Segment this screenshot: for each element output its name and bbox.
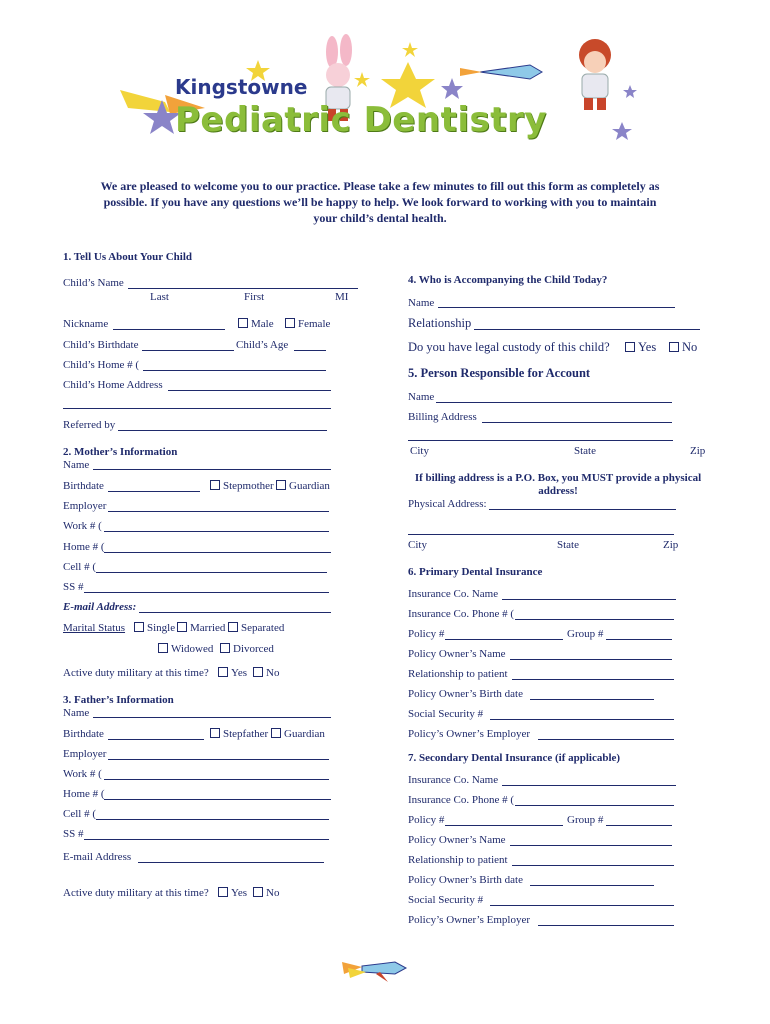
stepmother-checkbox[interactable] xyxy=(210,480,274,493)
child-address-label: Child’s Home Address xyxy=(63,379,163,391)
mother-guardian-checkbox[interactable] xyxy=(276,480,330,493)
primary-relationship-label: Relationship to patient xyxy=(408,668,508,680)
star-icon xyxy=(354,72,370,87)
physical-zip-label: Zip xyxy=(663,539,679,551)
billing-address-label: Billing Address xyxy=(408,411,477,423)
father-email-field[interactable] xyxy=(138,862,324,863)
father-cell-label: Cell # ( xyxy=(63,808,96,820)
nickname-label: Nickname xyxy=(63,318,109,330)
secondary-co-phone-field[interactable] xyxy=(515,805,674,806)
secondary-co-phone-label: Insurance Co. Phone # ( xyxy=(408,794,515,806)
physical-state-label: State xyxy=(557,539,579,551)
mother-name-label: Name xyxy=(63,459,90,471)
childs-name-label: Child’s Name xyxy=(63,277,124,289)
male-checkbox[interactable] xyxy=(238,318,274,331)
checkbox-icon xyxy=(228,622,238,632)
relationship-field[interactable] xyxy=(474,329,700,330)
primary-owner-birth-label: Policy Owner’s Birth date xyxy=(408,688,523,700)
billing-state-label: State xyxy=(574,445,596,457)
secondary-owner-name-field[interactable] xyxy=(510,845,672,846)
primary-ss-label: Social Security # xyxy=(408,708,484,720)
first-label: First xyxy=(244,291,265,303)
primary-relationship-field[interactable] xyxy=(512,679,674,680)
father-work-phone-label: Work # ( xyxy=(63,768,102,780)
primary-owner-name-label: Policy Owner’s Name xyxy=(408,648,506,660)
secondary-ss-label: Social Security # xyxy=(408,894,484,906)
father-military-no[interactable]: No xyxy=(253,887,279,900)
father-home-phone-field[interactable] xyxy=(104,799,331,800)
mother-ss-label: SS # xyxy=(63,581,84,593)
astronaut-kid-icon xyxy=(579,39,611,110)
father-name-field[interactable] xyxy=(93,717,331,718)
responsible-name-label: Name xyxy=(408,391,435,403)
primary-ss-field[interactable] xyxy=(490,719,674,720)
star-icon xyxy=(441,78,463,99)
rocket-icon xyxy=(340,950,420,990)
divorced-checkbox[interactable] xyxy=(220,643,274,656)
father-name-label: Name xyxy=(63,707,90,719)
checkbox-icon xyxy=(177,622,187,632)
checkbox-icon xyxy=(134,622,144,632)
father-military-label: Active duty military at this time? xyxy=(63,887,209,899)
logo-line1: Kingstowne xyxy=(175,75,308,99)
father-military-yes[interactable]: Yes xyxy=(218,887,247,900)
physical-city-label: City xyxy=(408,539,427,551)
billing-zip-label: Zip xyxy=(690,445,706,457)
child-age-field[interactable] xyxy=(294,350,326,351)
checkbox-icon xyxy=(218,667,228,677)
secondary-employer-label: Policy’s Owner’s Employer xyxy=(408,914,531,926)
physical-address-field[interactable] xyxy=(489,509,676,510)
child-home-phone-field[interactable] xyxy=(143,370,326,371)
po-box-note: If billing address is a P.O. Box, you MUST provide a physical address! xyxy=(414,472,702,497)
mother-military-no[interactable]: No xyxy=(253,667,279,680)
section-5-title: 5. Person Responsible for Account xyxy=(408,366,591,380)
mother-employer-field[interactable] xyxy=(108,511,329,512)
secondary-relationship-label: Relationship to patient xyxy=(408,854,508,866)
physical-address-field-2[interactable] xyxy=(408,534,674,535)
father-guardian-checkbox[interactable] xyxy=(271,728,325,741)
child-address-field-2[interactable] xyxy=(63,408,331,409)
father-home-phone-label: Home # ( xyxy=(63,788,105,800)
mi-label: MI xyxy=(335,291,349,303)
father-email-label: E-mail Address xyxy=(63,851,132,863)
stepfather-checkbox[interactable] xyxy=(210,728,268,741)
guardian-label: Guardian xyxy=(284,728,325,740)
father-birthdate-label: Birthdate xyxy=(63,728,104,740)
stepfather-label: Stepfather xyxy=(223,728,269,740)
custody-no[interactable]: No xyxy=(669,341,697,354)
secondary-group-field[interactable] xyxy=(606,825,672,826)
primary-co-name-label: Insurance Co. Name xyxy=(408,588,499,600)
checkbox-icon xyxy=(253,667,263,677)
father-work-phone-field[interactable] xyxy=(104,779,329,780)
section-7-title: 7. Secondary Dental Insurance (if applicable) xyxy=(408,752,621,764)
mother-birthdate-label: Birthdate xyxy=(63,480,104,492)
female-checkbox[interactable] xyxy=(285,318,330,331)
checkbox-icon xyxy=(669,342,679,352)
primary-owner-name-field[interactable] xyxy=(510,659,672,660)
section-6-title: 6. Primary Dental Insurance xyxy=(408,566,543,578)
secondary-relationship-field[interactable] xyxy=(512,865,674,866)
father-ss-label: SS # xyxy=(63,828,84,840)
mother-work-phone-field[interactable] xyxy=(104,531,329,532)
child-age-label: Child’s Age xyxy=(236,339,289,351)
child-home-phone-label: Child’s Home # ( xyxy=(63,359,140,371)
marital-status-label: Marital Status xyxy=(63,622,126,634)
father-ss-field[interactable] xyxy=(84,839,329,840)
separated-checkbox[interactable] xyxy=(228,622,284,635)
logo-line2: Pediatric Dentistry xyxy=(175,100,547,140)
mother-home-phone-field[interactable] xyxy=(104,552,331,553)
stepmother-label: Stepmother xyxy=(223,480,274,492)
checkbox-icon xyxy=(218,887,228,897)
secondary-employer-field[interactable] xyxy=(538,925,674,926)
secondary-co-name-field[interactable] xyxy=(502,785,676,786)
mother-email-field[interactable] xyxy=(139,612,331,613)
secondary-owner-birth-field[interactable] xyxy=(530,885,654,886)
rocket-icon xyxy=(460,65,542,79)
checkbox-icon xyxy=(210,480,220,490)
single-checkbox[interactable] xyxy=(134,622,175,635)
divorced-label: Divorced xyxy=(233,643,274,655)
section-1-title: 1. Tell Us About Your Child xyxy=(63,251,192,263)
referred-by-label: Referred by xyxy=(63,419,116,431)
secondary-owner-name-label: Policy Owner’s Name xyxy=(408,834,506,846)
childs-name-field[interactable] xyxy=(128,288,358,289)
mother-cell-label: Cell # ( xyxy=(63,561,96,573)
guardian-label: Guardian xyxy=(289,480,330,492)
checkbox-icon xyxy=(625,342,635,352)
star-icon xyxy=(402,42,418,57)
section-4-title: 4. Who is Accompanying the Child Today? xyxy=(408,274,608,286)
primary-employer-field[interactable] xyxy=(538,739,674,740)
mother-home-phone-label: Home # ( xyxy=(63,541,105,553)
physical-address-label: Physical Address: xyxy=(408,498,487,510)
primary-policy-label: Policy # xyxy=(408,628,445,640)
primary-group-field[interactable] xyxy=(606,639,672,640)
married-checkbox[interactable] xyxy=(177,622,225,635)
mother-cell-field[interactable] xyxy=(96,572,327,573)
billing-address-field[interactable] xyxy=(482,422,672,423)
mother-name-field[interactable] xyxy=(93,469,331,470)
child-birthdate-label: Child’s Birthdate xyxy=(63,339,139,351)
intro-text: We are pleased to welcome you to our practice. Please take a few minutes to fill out this form as completely as possible. If you have any questions we’ll be happy to help. We look forward to working with you to maintain your child’s dental health. xyxy=(100,179,660,225)
secondary-group-label: Group # xyxy=(567,814,604,826)
checkbox-icon xyxy=(158,643,168,653)
mother-employer-label: Employer xyxy=(63,500,107,512)
referred-by-field[interactable] xyxy=(118,430,327,431)
checkbox-icon xyxy=(276,480,286,490)
father-birthdate-field[interactable] xyxy=(108,739,204,740)
single-label: Single xyxy=(147,622,176,634)
checkbox-icon xyxy=(271,728,281,738)
secondary-owner-birth-label: Policy Owner’s Birth date xyxy=(408,874,523,886)
primary-co-name-field[interactable] xyxy=(502,599,676,600)
mother-military-label: Active duty military at this time? xyxy=(63,667,209,679)
responsible-name-field[interactable] xyxy=(436,402,672,403)
widowed-checkbox[interactable] xyxy=(158,643,213,656)
child-address-field[interactable] xyxy=(168,390,331,391)
mother-work-phone-label: Work # ( xyxy=(63,520,102,532)
father-employer-label: Employer xyxy=(63,748,107,760)
nickname-field[interactable] xyxy=(113,329,225,330)
section-2-title: 2. Mother’s Information xyxy=(63,446,178,458)
accompanying-name-label: Name xyxy=(408,297,435,309)
female-label: Female xyxy=(298,318,331,330)
checkbox-icon xyxy=(238,318,248,328)
mother-email-label: E-mail Address: xyxy=(63,601,137,613)
child-birthdate-field[interactable] xyxy=(142,350,234,351)
primary-co-phone-field[interactable] xyxy=(515,619,674,620)
mother-ss-field[interactable] xyxy=(84,592,329,593)
primary-co-phone-label: Insurance Co. Phone # ( xyxy=(408,608,515,620)
primary-employer-label: Policy’s Owner’s Employer xyxy=(408,728,531,740)
separated-label: Separated xyxy=(241,622,285,634)
secondary-policy-field[interactable] xyxy=(445,825,563,826)
accompanying-name-field[interactable] xyxy=(438,307,675,308)
section-3-title: 3. Father’s Information xyxy=(63,694,174,706)
checkbox-icon xyxy=(285,318,295,328)
star-icon xyxy=(623,85,637,98)
father-cell-field[interactable] xyxy=(96,819,329,820)
billing-address-field-2[interactable] xyxy=(408,440,673,441)
mother-military-yes[interactable]: Yes xyxy=(218,667,247,680)
billing-city-label: City xyxy=(410,445,429,457)
primary-group-label: Group # xyxy=(567,628,604,640)
secondary-policy-label: Policy # xyxy=(408,814,445,826)
custody-yes[interactable]: Yes xyxy=(625,341,656,354)
secondary-co-name-label: Insurance Co. Name xyxy=(408,774,499,786)
married-label: Married xyxy=(190,622,226,634)
star-icon xyxy=(612,122,632,140)
last-label: Last xyxy=(150,291,169,303)
male-label: Male xyxy=(251,318,274,330)
mother-birthdate-field[interactable] xyxy=(108,491,200,492)
checkbox-icon xyxy=(253,887,263,897)
custody-label: Do you have legal custody of this child? xyxy=(408,340,610,354)
checkbox-icon xyxy=(220,643,230,653)
relationship-label: Relationship xyxy=(408,316,472,330)
checkbox-icon xyxy=(210,728,220,738)
widowed-label: Widowed xyxy=(171,643,214,655)
primary-policy-field[interactable] xyxy=(445,639,563,640)
father-employer-field[interactable] xyxy=(108,759,329,760)
secondary-ss-field[interactable] xyxy=(490,905,674,906)
primary-owner-birth-field[interactable] xyxy=(530,699,654,700)
